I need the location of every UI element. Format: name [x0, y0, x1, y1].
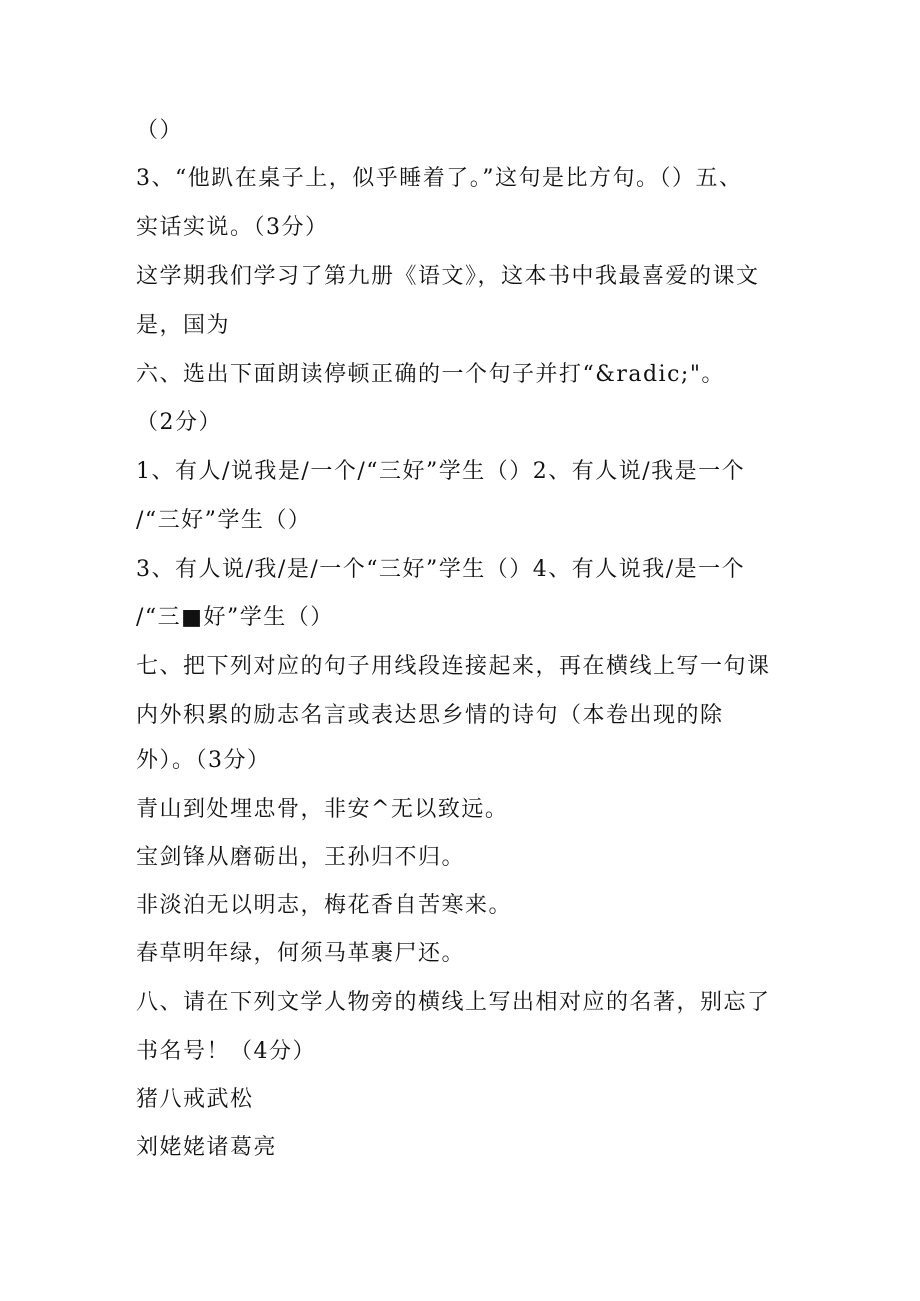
text-line: 这学期我们学习了第九册《语文》，这本书中我最喜爱的课文 [136, 264, 760, 289]
text-line: 春草明年绿，何须马革裹尸还。 [136, 941, 466, 966]
text-line: 七、把下列对应的句子用线段连接起来，再在横线上写一句课 [136, 654, 771, 679]
text-line: 是，国为 [136, 313, 231, 338]
text-line: 六、选出下面朗读停顿正确的一个句子并打“&radic;"。 [136, 362, 725, 387]
text-line: /“三■好”学生（） [136, 605, 334, 630]
text-line: 猪八戒武松 [136, 1087, 254, 1112]
text-line: 3、“他趴在桌子上，似乎睡着了。”这句是比方句。（）五、 [136, 166, 743, 191]
text-line: 八、请在下列文学人物旁的横线上写出相对应的名著，别忘了 [136, 990, 771, 1015]
text-line: 刘姥姥诸葛亮 [136, 1135, 278, 1160]
text-line: 3、有人说/我/是/一个“三好”学生（）4、有人说我/是一个 [136, 557, 746, 582]
text-line: （） [136, 118, 184, 143]
text-line: /“三好”学生（） [136, 508, 312, 533]
text-line: 书名号！（4分） [136, 1039, 316, 1064]
text-line: 外）。（3分） [136, 748, 271, 773]
text-line: 内外积累的励志名言或表达思乡情的诗句（本卷出现的除 [136, 703, 724, 728]
text-line: 非淡泊无以明志，梅花香自苦寒来。 [136, 893, 513, 918]
text-line: 实话实说。（3分） [136, 215, 329, 240]
text-line: 青山到处埋忠骨，非安^无以致远。 [136, 797, 509, 822]
text-line: （2分） [136, 410, 222, 435]
text-line: 宝剑锋从磨砺出，王孙归不归。 [136, 845, 466, 870]
text-line: 1、有人/说我是/一个/“三好”学生（）2、有人说/我是一个 [136, 459, 746, 484]
